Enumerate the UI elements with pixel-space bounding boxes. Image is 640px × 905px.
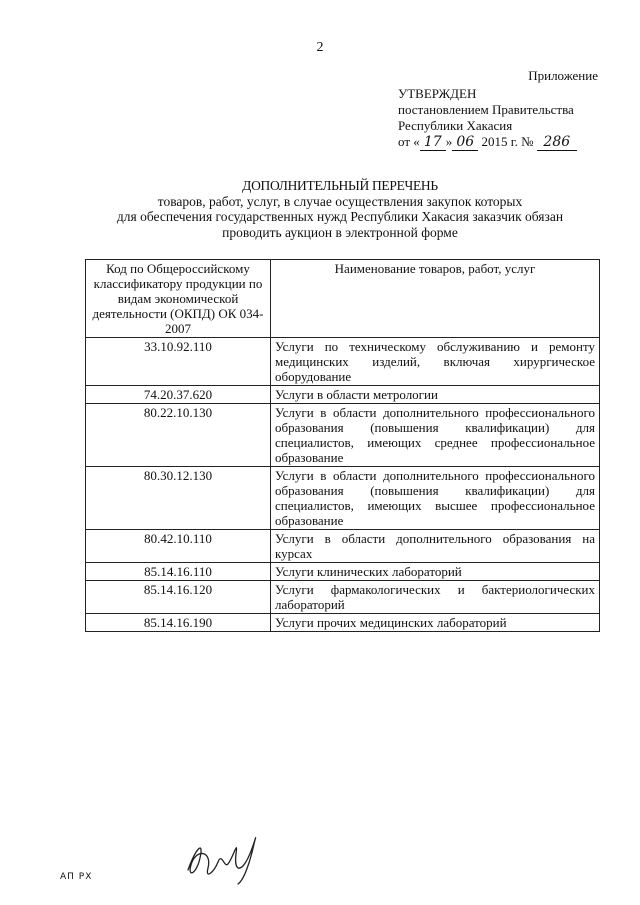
- row-code: 74.20.37.620: [86, 386, 271, 404]
- handwritten-number: 286: [537, 134, 577, 151]
- date-year: 2015 г. №: [481, 134, 534, 149]
- row-code: 80.30.12.130: [86, 467, 271, 530]
- table-row: [86, 386, 600, 404]
- handwritten-day: 17: [420, 134, 446, 151]
- table-row: [86, 338, 600, 386]
- row-name: Услуги в области дополнительного профессионального образования (повышения квалификации) для специалистов, имеющих высшее профессиональное образование: [271, 467, 600, 530]
- footer-mark: АП РХ: [60, 872, 93, 882]
- table-header-row: [86, 260, 600, 338]
- row-name: Услуги клинических лабораторий: [271, 563, 600, 581]
- table-row: [86, 530, 600, 563]
- republic-line: Республики Хакасия: [398, 118, 513, 133]
- appendix-label: Приложение: [528, 68, 598, 83]
- resolution-line: постановлением Правительства: [398, 102, 574, 117]
- document-heading: [80, 178, 600, 240]
- row-code: 85.14.16.110: [86, 563, 271, 581]
- row-code: 80.42.10.110: [86, 530, 271, 563]
- table-row: [86, 467, 600, 530]
- approved-label: УТВЕРЖДЕН: [398, 86, 477, 101]
- table-row: [86, 581, 600, 614]
- row-name: Услуги в области дополнительного профессионального образования (повышения квалификации) для специалистов, имеющих среднее профессиональное образование: [271, 404, 600, 467]
- row-name: Услуги в области дополнительного образования на курсах: [271, 530, 600, 563]
- document-title: ДОПОЛНИТЕЛЬНЫЙ ПЕРЕЧЕНЬ: [242, 178, 438, 193]
- row-name: Услуги в области метрологии: [271, 386, 600, 404]
- table-row: [86, 404, 600, 467]
- handwritten-month: 06: [452, 134, 478, 151]
- row-code: 85.14.16.120: [86, 581, 271, 614]
- row-code: 85.14.16.190: [86, 614, 271, 632]
- heading-line-1: товаров, работ, услуг, в случае осуществления закупок которых: [157, 193, 523, 209]
- table-row: [86, 563, 600, 581]
- heading-line-3: проводить аукцион в электронной форме: [222, 224, 458, 240]
- handwritten-signature: [178, 818, 268, 888]
- date-mid: »: [445, 134, 453, 149]
- header-code: Код по Общероссийскому классификатору продукции по видам экономической деятельности (ОКПД) ОК 034-2007: [86, 260, 271, 338]
- row-name: Услуги фармакологических и бактериологических лабораторий: [271, 581, 600, 614]
- table-row: [86, 614, 600, 632]
- approval-block: [398, 68, 598, 151]
- row-code: 33.10.92.110: [86, 338, 271, 386]
- items-table: [85, 259, 600, 632]
- header-name: Наименование товаров, работ, услуг: [271, 260, 600, 338]
- row-code: 80.22.10.130: [86, 404, 271, 467]
- row-name: Услуги по техническому обслуживанию и ремонту медицинских изделий, включая хирургическое оборудование: [271, 338, 600, 386]
- row-name: Услуги прочих медицинских лабораторий: [271, 614, 600, 632]
- page-number: 2: [316, 40, 324, 55]
- heading-line-2: для обеспечения государственных нужд Республики Хакасия заказчик обязан: [116, 209, 564, 224]
- resolution-date-line: [398, 134, 598, 151]
- date-prefix: от «: [398, 134, 420, 149]
